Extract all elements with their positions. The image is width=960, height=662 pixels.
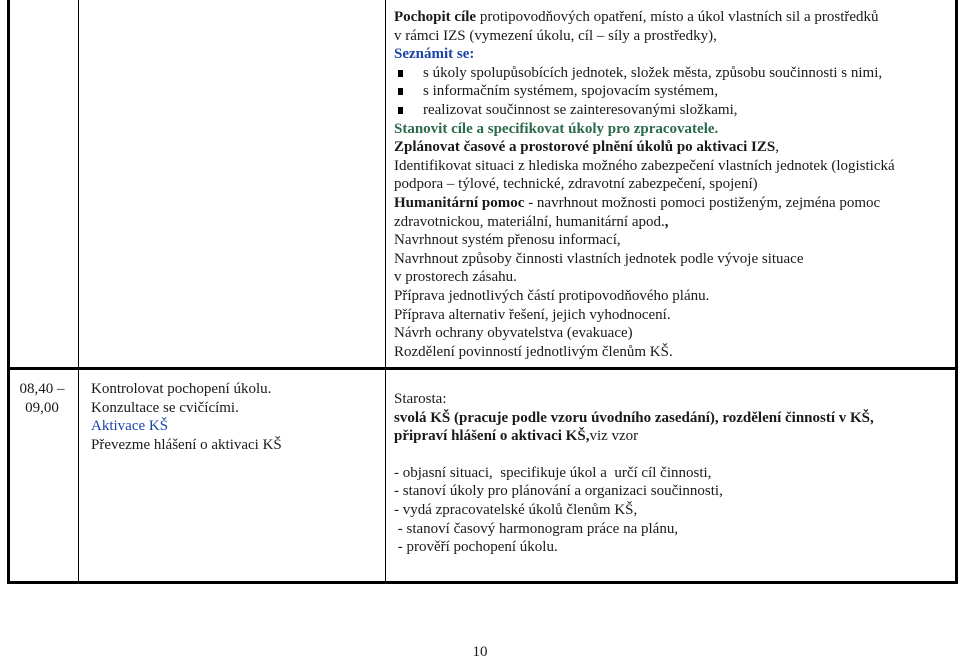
- middle-line: [91, 380, 376, 399]
- text-segment: Kontrolovat pochopení úkolu.: [91, 381, 272, 397]
- text-segment: - navrhnout možnosti pomoci postiženým, zejména pomoc: [524, 194, 881, 211]
- time-end: 09,00: [25, 399, 59, 416]
- text-segment: připraví hlášení o aktivaci KŠ,: [394, 428, 590, 445]
- time-cell: [12, 380, 72, 417]
- text-segment: v prostorech zásahu.: [394, 269, 517, 286]
- text-segment: Navrhnout způsoby činnosti vlastních jednotek podle vývoje situace: [394, 250, 804, 267]
- text-segment: Stanovit cíle a specifikovat úkoly pro zpracovatele.: [394, 120, 719, 137]
- text-segment: ,: [664, 213, 669, 230]
- text-segment: v rámci IZS (vymezení úkolu, cíl – síly a prostředky),: [394, 27, 717, 44]
- task-list-item: - prověří pochopení úkolu.: [394, 539, 558, 556]
- middle-cell: [91, 380, 376, 454]
- text-line: [394, 343, 954, 362]
- task-list-item: - objasní situaci, specifikuje úkol a určí cíl činnosti,: [394, 464, 712, 481]
- text-line: [394, 268, 954, 287]
- bullet-text: s informačním systémem, spojovacím systémem,: [423, 83, 718, 100]
- text-segment: protipovodňových opatření, místo a úkol vlastních sil a prostředků: [476, 9, 879, 25]
- text-line: [394, 175, 954, 194]
- bullet-text: s úkoly spolupůsobících jednotek, složek města, způsobu součinnosti s nimi,: [423, 64, 883, 81]
- text-segment: Navrhnout systém přenosu informací,: [394, 232, 621, 249]
- task-list-item: - vydá zpracovatelské úkolů členům KŠ,: [394, 501, 638, 518]
- right-head-line: [394, 409, 954, 428]
- text-line: [394, 45, 954, 64]
- bullet-square-icon: [398, 88, 403, 95]
- text-segment: Identifikovat situaci z hlediska možného zabezpečení vlastních jednotek (logistická: [394, 157, 895, 174]
- time-start: 08,40 –: [19, 381, 65, 397]
- top-right-cell: [394, 8, 954, 361]
- right-head-line: [394, 390, 954, 409]
- text-segment: ,: [775, 139, 779, 156]
- text-segment: Konzultace se cvičícími.: [91, 399, 239, 416]
- text-segment: podpora – týlové, technické, zdravotní zabezpečení, spojení): [394, 176, 758, 193]
- text-segment: zdravotnickou, materiální, humanitární apod.: [394, 213, 665, 230]
- text-segment: Pochopit cíle: [394, 9, 477, 25]
- text-line: [394, 27, 954, 46]
- text-segment: Zplánovat časové a prostorové plnění úkolů po aktivaci IZS: [394, 139, 776, 156]
- task-list-item: - stanoví úkoly pro plánování a organizaci součinnosti,: [394, 483, 723, 500]
- middle-line: [91, 436, 376, 455]
- text-segment: Příprava alternativ řešení, jejich vyhodnocení.: [394, 306, 671, 323]
- text-line: [394, 157, 954, 176]
- right-cell: [394, 390, 954, 557]
- text-line: [394, 306, 954, 325]
- middle-line: [91, 399, 376, 418]
- text-line: [394, 231, 954, 250]
- middle-line: [91, 417, 376, 436]
- bullet-item: [394, 64, 954, 83]
- right-head-line: [394, 427, 954, 446]
- text-segment: Převezme hlášení o aktivaci KŠ: [91, 436, 282, 453]
- text-segment: svolá KŠ (pracuje podle vzoru úvodního zasedání), rozdělení činností v KŠ,: [394, 409, 874, 426]
- text-line: [394, 8, 954, 27]
- bullet-item: [394, 101, 954, 120]
- task-list-item: - stanoví časový harmonogram práce na plánu,: [394, 520, 679, 537]
- text-line: [394, 138, 954, 157]
- text-segment: viz vzor: [589, 428, 639, 445]
- text-line: [394, 324, 954, 343]
- page-number: 10: [472, 644, 488, 660]
- bullet-text: realizovat součinnost se zainteresovanými složkami,: [423, 101, 738, 118]
- text-segment: Aktivace KŠ: [91, 418, 169, 435]
- text-segment: Humanitární pomoc: [394, 194, 525, 211]
- text-segment: Rozdělení povinností jednotlivým členům KŠ.: [394, 343, 673, 360]
- bullet-square-icon: [398, 107, 403, 114]
- text-segment: Starosta:: [394, 391, 447, 407]
- text-segment: Příprava jednotlivých částí protipovodňového plánu.: [394, 287, 710, 304]
- bullet-item: [394, 82, 954, 101]
- text-line: [394, 287, 954, 306]
- text-line: [394, 120, 954, 139]
- text-segment: Seznámit se:: [394, 46, 475, 63]
- text-line: [394, 194, 954, 213]
- text-line: [394, 250, 954, 269]
- text-segment: Návrh ochrany obyvatelstva (evakuace): [394, 325, 633, 342]
- text-line: [394, 213, 954, 232]
- bullet-square-icon: [398, 70, 403, 77]
